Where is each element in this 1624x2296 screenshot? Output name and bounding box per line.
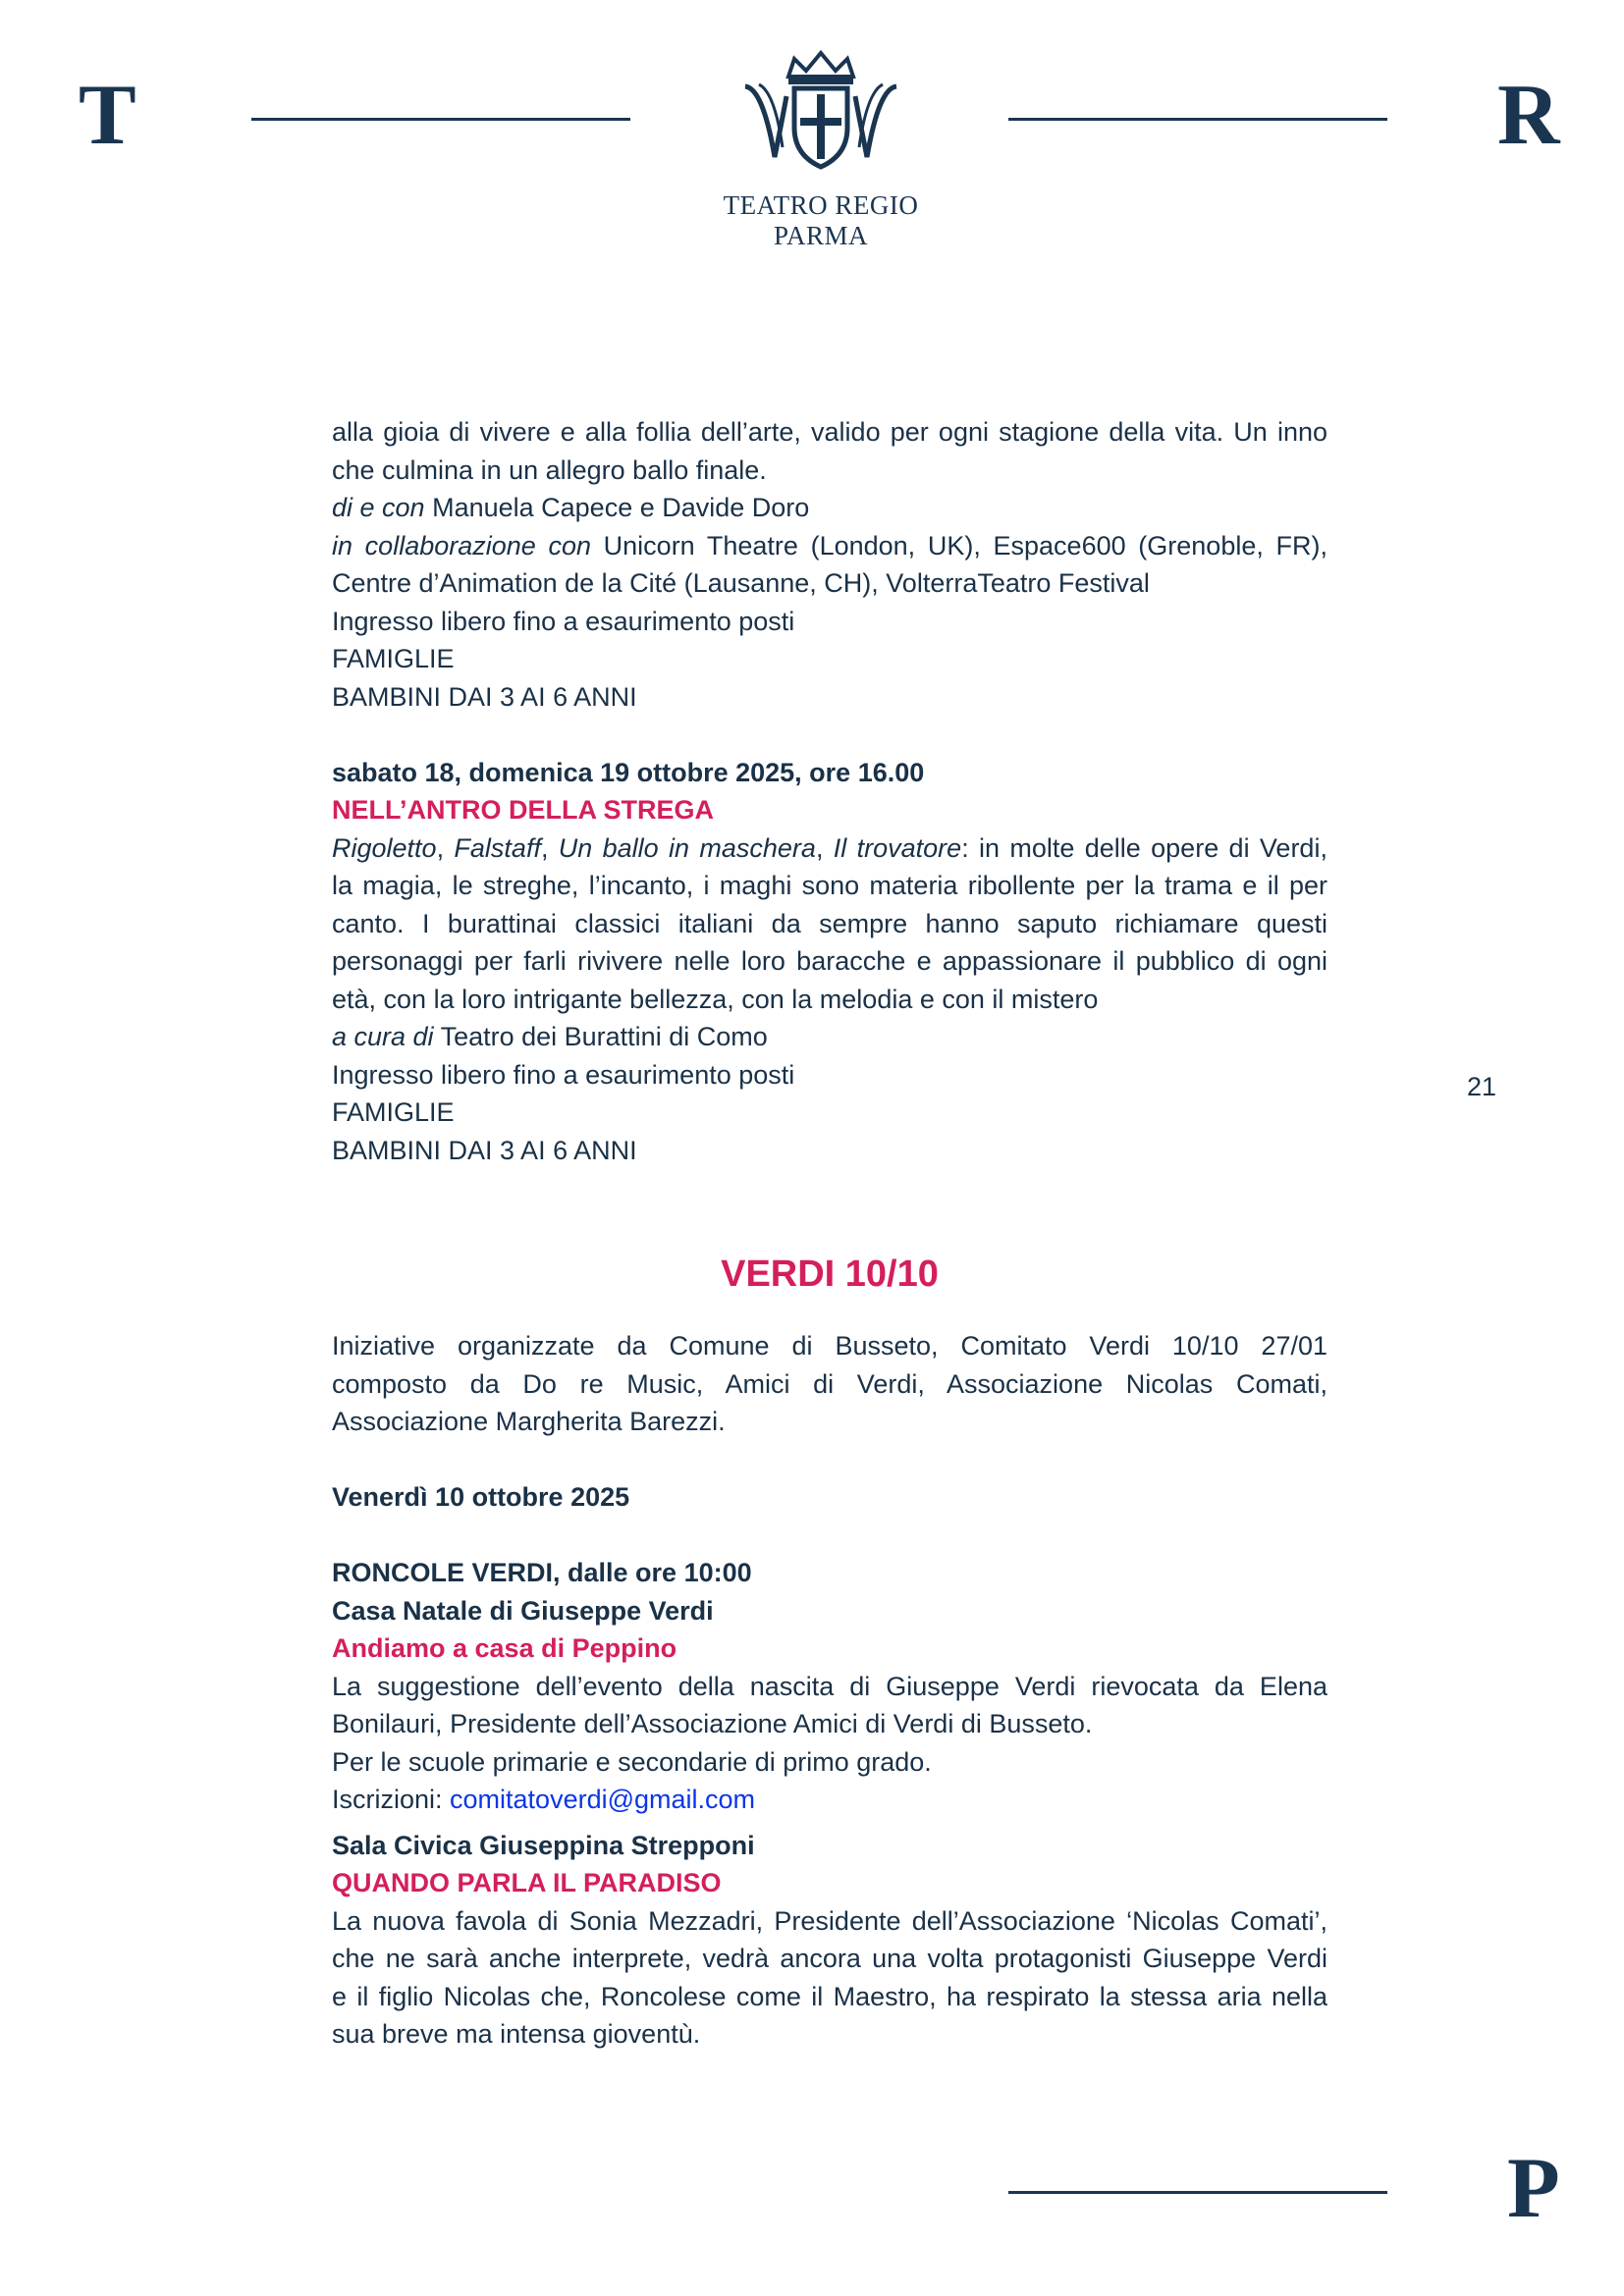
credits-label: di e con (332, 493, 425, 522)
curator-value: Teatro dei Burattini di Como (433, 1022, 768, 1051)
event1-credits (332, 489, 1327, 527)
collab-value: Unicorn Theatre (London, UK), Espace600 (Grenoble, FR), (591, 530, 1327, 561)
credits-value: Manuela Capece e Davide Doro (424, 493, 810, 522)
section-title: VERDI 10/10 (721, 1254, 939, 1295)
section-intro-line3: Associazione Margherita Barezzi. (332, 1407, 726, 1436)
event4-desc-line2: che ne sarà anche interprete, vedrà ancora una volta protagonisti Giuseppe Verdi (332, 1944, 1327, 1973)
event4-desc-line3: e il figlio Nicolas che, Roncolese come il Maestro, ha respirato la stessa aria nella (332, 1981, 1327, 2011)
opera-title: Falstaff (454, 832, 541, 863)
event2-entry: Ingresso libero fino a esaurimento posti (332, 1059, 795, 1090)
event3-desc-line1: La suggestione dell’evento della nascita di Giuseppe Verdi rievocata da Elena (332, 1671, 1327, 1701)
footer-letter-p: P (1507, 2141, 1560, 2236)
event2-desc-line3: canto. I burattinai classici italiani da sempre hanno saputo richiamare questi (332, 908, 1327, 938)
event1-collab-line1 (332, 527, 1327, 565)
page-number: 21 (1467, 1072, 1497, 1101)
event1-entry: Ingresso libero fino a esaurimento posti (332, 606, 795, 636)
event2-title: NELL’ANTRO DELLA STREGA (332, 795, 714, 825)
event3-venue: Casa Natale di Giuseppe Verdi (332, 1595, 714, 1626)
collab-label: in collaborazione con (332, 530, 591, 561)
event3-title: Andiamo a casa di Peppino (332, 1633, 677, 1663)
header-rule-right (1008, 118, 1387, 121)
event1-collab-line2: Centre d’Animation de la Cité (Lausanne, CH), VolterraTeatro Festival (332, 568, 1150, 598)
event2-desc-line2: la magia, le streghe, l’incanto, i maghi sono materia ribollente per la trama e il per (332, 871, 1327, 900)
section-day: Venerdì 10 ottobre 2025 (332, 1482, 630, 1512)
event4-title: QUANDO PARLA IL PARADISO (332, 1868, 722, 1897)
section-intro-line2: composto da Do re Music, Amici di Verdi, Associazione Nicolas Comati, (332, 1368, 1327, 1399)
event2-curator (332, 1018, 1327, 1056)
crest-icon (737, 49, 904, 177)
separator: , (540, 832, 559, 863)
event3-desc-line2: Bonilauri, Presidente dell’Associazione Amici di Verdi di Busseto. (332, 1709, 1093, 1738)
desc-text: : in molte delle opere di Verdi, (961, 832, 1327, 863)
event2-audience: FAMIGLIE (332, 1097, 455, 1127)
event1-desc-line2: che culmina in un allegro ballo finale. (332, 454, 767, 485)
separator: , (436, 832, 455, 863)
opera-title: Un ballo in maschera (558, 832, 816, 863)
event3-schools: Per le scuole primarie e secondarie di primo grado. (332, 1746, 932, 1777)
event1-age: BAMBINI DAI 3 AI 6 ANNI (332, 681, 637, 712)
signup-label: Iscrizioni: (332, 1785, 451, 1814)
header-letter-t: T (79, 68, 136, 163)
footer-rule (1008, 2191, 1387, 2194)
teatro-regio-logo (723, 49, 919, 251)
page-body (332, 413, 1327, 2054)
event2-date: sabato 18, domenica 19 ottobre 2025, ore 16.00 (332, 757, 925, 787)
logo-text-line1: TEATRO REGIO (723, 190, 919, 220)
event2-desc-line1 (332, 829, 1327, 868)
event3-place-time: RONCOLE VERDI, dalle ore 10:00 (332, 1558, 752, 1587)
curator-label: a cura di (332, 1022, 434, 1051)
event2-desc-line5: età, con la loro intrigante bellezza, con la melodia e con il mistero (332, 984, 1099, 1014)
event1-audience: FAMIGLIE (332, 644, 455, 673)
section-intro-line1: Iniziative organizzate da Comune di Busseto, Comitato Verdi 10/10 27/01 (332, 1331, 1327, 1361)
event2-desc-line4: personaggi per farli rivivere nelle loro baracche e appassionare il pubblico di ogni (332, 946, 1327, 976)
event4-desc-line1: La nuova favola di Sonia Mezzadri, Presidente dell’Associazione ‘Nicolas Comati’, (332, 1905, 1327, 1936)
header-letter-r: R (1497, 68, 1560, 163)
event3-signup (332, 1781, 1327, 1819)
opera-title: Il trovatore (833, 832, 962, 863)
opera-title: Rigoletto (332, 832, 437, 863)
event1-desc-line1: alla gioia di vivere e alla follia dell’arte, valido per ogni stagione della vita. Un inno (332, 417, 1327, 447)
separator: , (815, 832, 834, 863)
header-rule-left (251, 118, 630, 121)
signup-email-link[interactable]: comitatoverdi@gmail.com (450, 1785, 756, 1814)
logo-text-line2: PARMA (773, 221, 869, 250)
event2-age: BAMBINI DAI 3 AI 6 ANNI (332, 1135, 637, 1165)
event4-desc-line4: sua breve ma intensa gioventù. (332, 2019, 701, 2049)
event4-venue: Sala Civica Giuseppina Strepponi (332, 1830, 755, 1860)
